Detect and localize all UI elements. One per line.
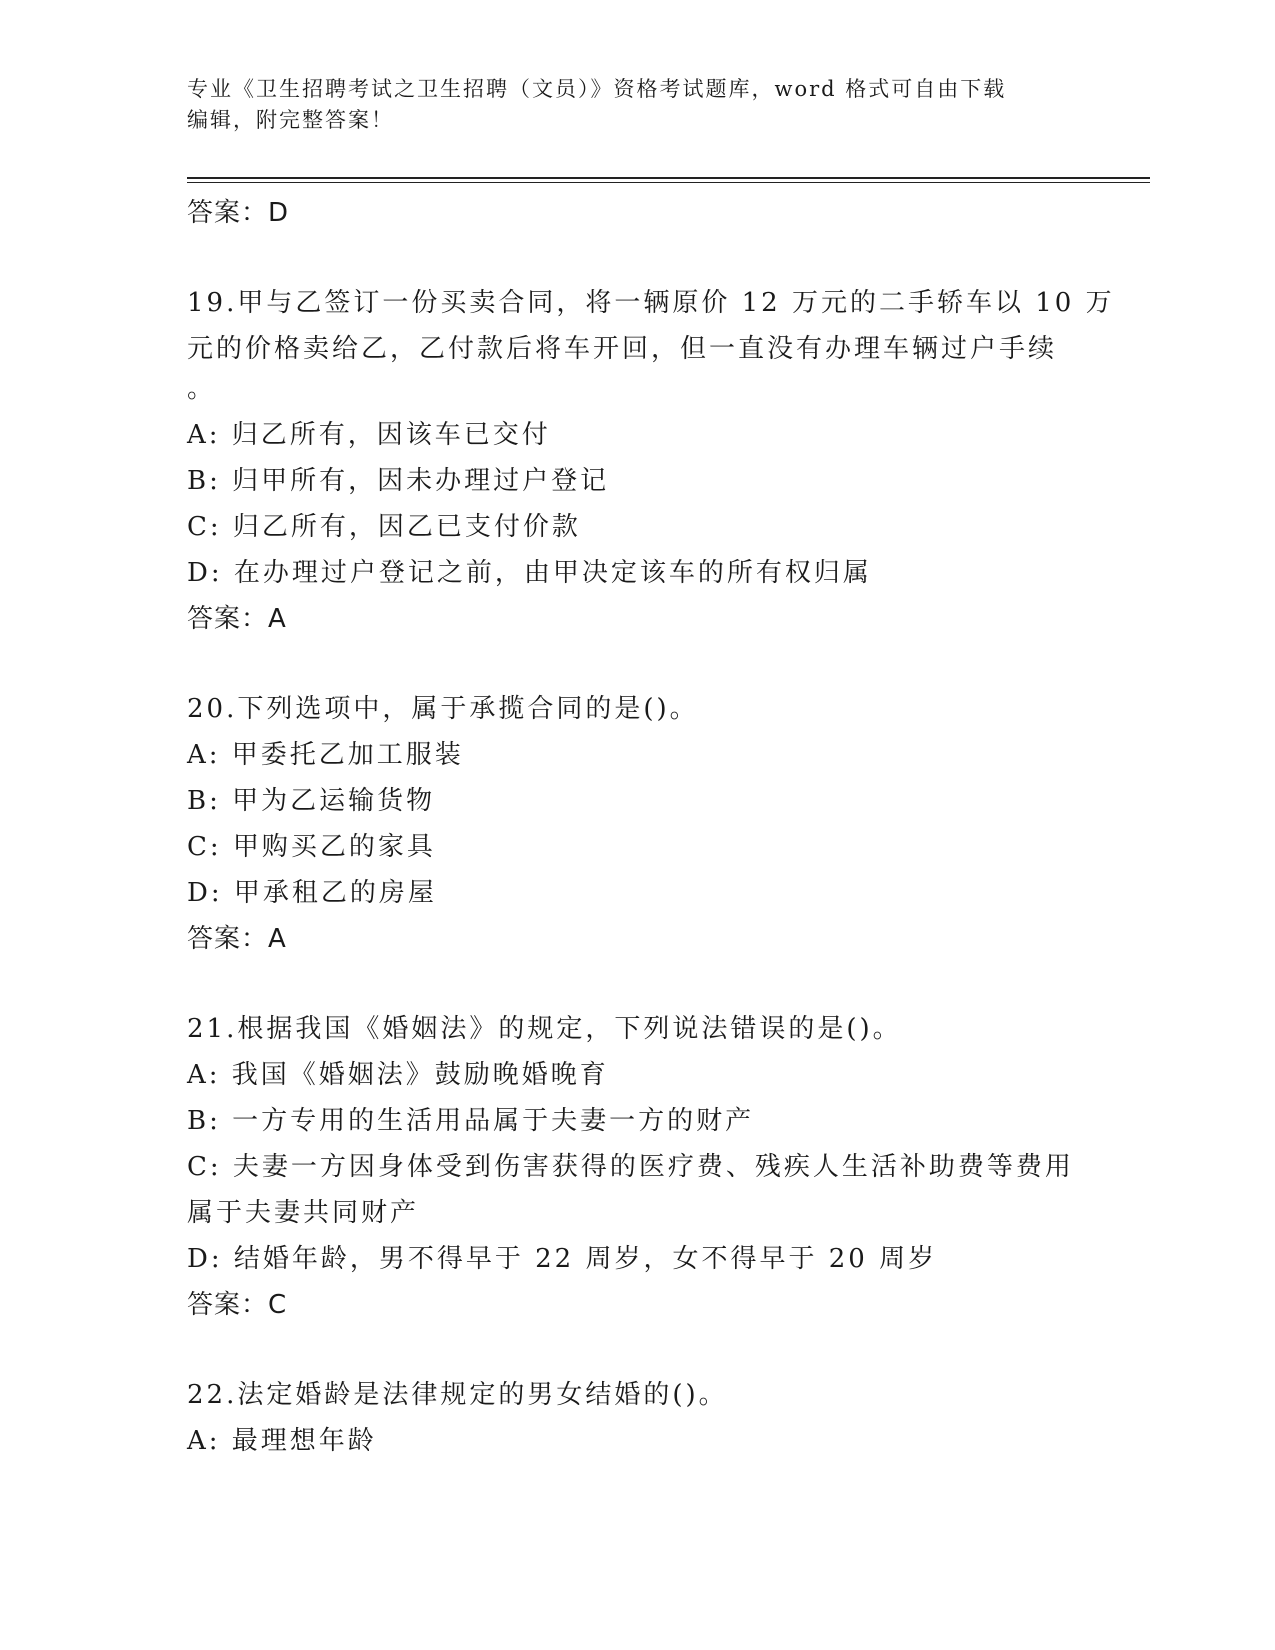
option-c: C: 归乙所有，因乙已支付价款: [187, 512, 581, 542]
answer-label: 答案：A: [187, 924, 287, 954]
option-a: A: 甲委托乙加工服装: [187, 740, 464, 770]
header-line-2: 编辑，附完整答案！: [187, 108, 394, 132]
header-rule-thick: [187, 177, 1150, 179]
option-a: A: 最理想年龄: [187, 1426, 377, 1456]
previous-answer: 答案：D: [187, 198, 290, 228]
spacer: [187, 962, 1067, 1006]
question-block: [187, 686, 1067, 962]
option-b: B: 甲为乙运输货物: [187, 786, 436, 816]
option-b: B: 一方专用的生活用品属于夫妻一方的财产: [187, 1106, 755, 1136]
option-d: D: 结婚年龄，男不得早于 22 周岁，女不得早于 20 周岁: [187, 1244, 938, 1274]
question-text-line: 22.法定婚龄是法律规定的男女结婚的()。: [187, 1380, 728, 1410]
option-a: A: 我国《婚姻法》鼓励晚婚晚育: [187, 1060, 609, 1090]
header-rule-thin: [187, 182, 1150, 183]
spacer: [187, 1328, 1067, 1372]
header-line-1: 专业《卫生招聘考试之卫生招聘（文员）》资格考试题库，word 格式可自由下载: [187, 77, 1007, 101]
option-a: A: 归乙所有，因该车已交付: [187, 420, 551, 450]
question-block: [187, 1006, 1074, 1328]
option-c: C: 甲购买乙的家具: [187, 832, 436, 862]
answer-label: 答案：A: [187, 604, 287, 634]
question-text-line: 20.下列选项中，属于承揽合同的是()。: [187, 694, 699, 724]
option-c-continued: 属于夫妻共同财产: [187, 1198, 420, 1228]
question-block: [187, 280, 1115, 642]
option-d: D: 甲承租乙的房屋: [187, 878, 437, 908]
question-list: [187, 190, 1115, 1464]
question-text-line: 。: [187, 374, 217, 404]
spacer: [187, 236, 1067, 280]
question-text-line: 21.根据我国《婚姻法》的规定，下列说法错误的是()。: [187, 1014, 902, 1044]
option-b: B: 归甲所有，因未办理过户登记: [187, 466, 610, 496]
question-text-line: 元的价格卖给乙，乙付款后将车开回，但一直没有办理车辆过户手续: [187, 334, 1058, 364]
spacer: [187, 642, 1067, 686]
option-d: D: 在办理过户登记之前，由甲决定该车的所有权归属: [187, 558, 872, 588]
option-c: C: 夫妻一方因身体受到伤害获得的医疗费、残疾人生活补助费等费用: [187, 1152, 1074, 1182]
page-header: [187, 74, 1067, 136]
question-text-line: 19.甲与乙签订一份买卖合同，将一辆原价 12 万元的二手轿车以 10 万: [187, 288, 1115, 318]
answer-label: 答案：C: [187, 1290, 288, 1320]
question-block: [187, 1372, 1067, 1464]
